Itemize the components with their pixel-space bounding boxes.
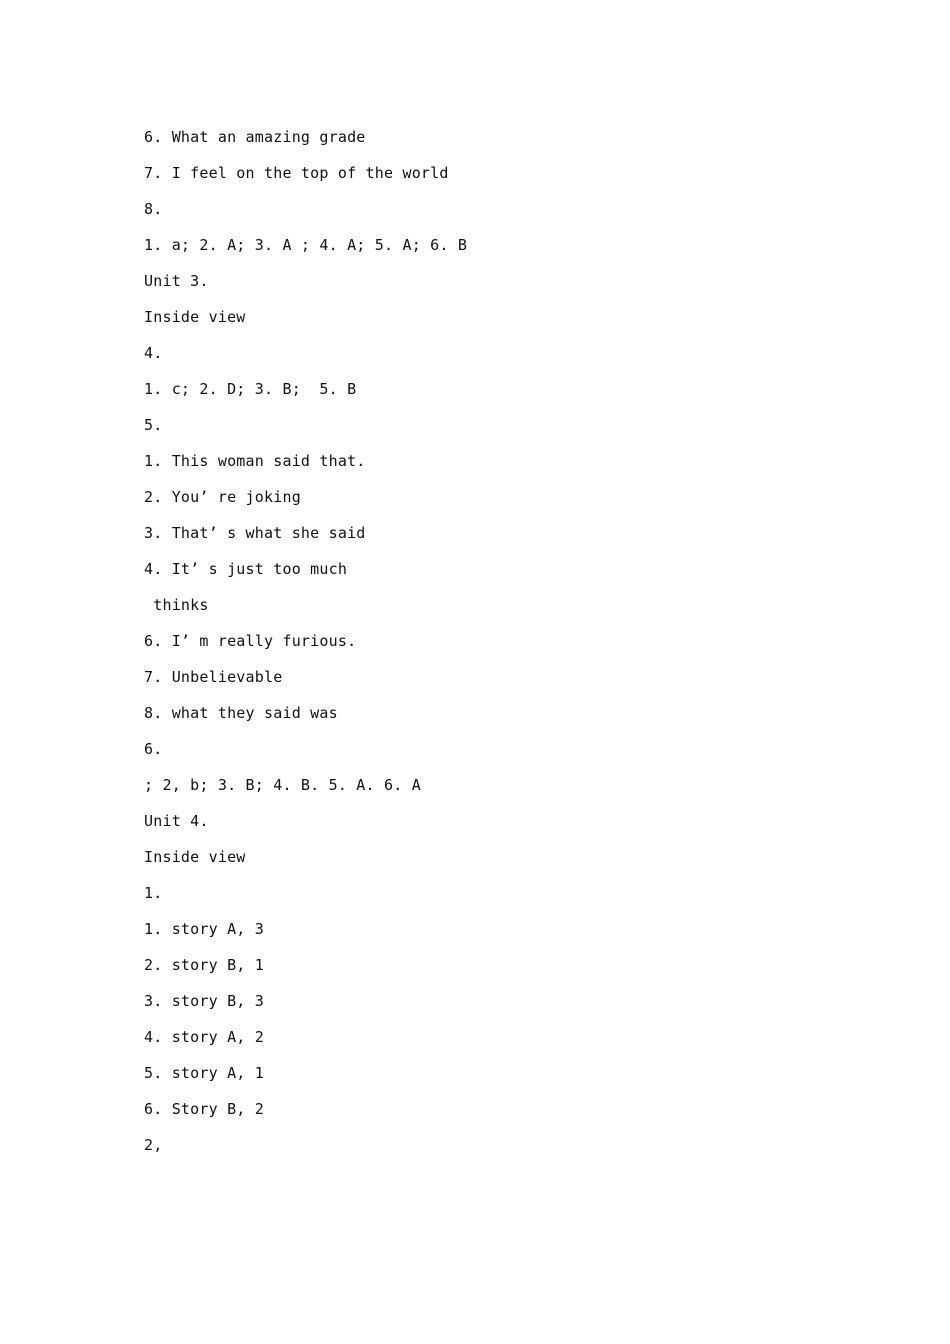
section-heading: Inside view [144, 308, 246, 326]
text-line: 4. story A, 2 [144, 1028, 264, 1046]
text-line: 3. story B, 3 [144, 992, 264, 1010]
text-line: 5. story A, 1 [144, 1064, 264, 1082]
text-line: 5. [144, 416, 163, 434]
text-line: 1. c; 2. D; 3. B; 5. B [144, 380, 357, 398]
text-line: 1. [144, 884, 163, 902]
text-line: 1. a; 2. A; 3. A ; 4. A; 5. A; 6. B [144, 236, 468, 254]
text-line: 6. I’ m really furious. [144, 632, 357, 650]
text-line: 8. [144, 200, 163, 218]
text-line: 1. story A, 3 [144, 920, 264, 938]
text-line: 3. That’ s what she said [144, 524, 366, 542]
unit-heading: Unit 3. [144, 272, 209, 290]
text-line: 2. story B, 1 [144, 956, 264, 974]
unit-heading: Unit 4. [144, 812, 209, 830]
text-line: 6. Story B, 2 [144, 1100, 264, 1118]
text-line: 1. This woman said that. [144, 452, 366, 470]
text-line: ; 2, b; 3. B; 4. B. 5. A. 6. A [144, 776, 421, 794]
text-line: 4. It’ s just too much [144, 560, 348, 578]
text-line: 4. [144, 344, 163, 362]
document-body [144, 125, 467, 1169]
text-line: 7. Unbelievable [144, 668, 283, 686]
text-line: 2. You’ re joking [144, 488, 301, 506]
text-line: 7. I feel on the top of the world [144, 164, 449, 182]
text-line: 6. [144, 740, 163, 758]
text-line: 2, [144, 1136, 163, 1154]
section-heading: Inside view [144, 848, 246, 866]
text-line: 6. What an amazing grade [144, 128, 366, 146]
text-line: 8. what they said was [144, 704, 338, 722]
text-line: thinks [144, 596, 209, 614]
